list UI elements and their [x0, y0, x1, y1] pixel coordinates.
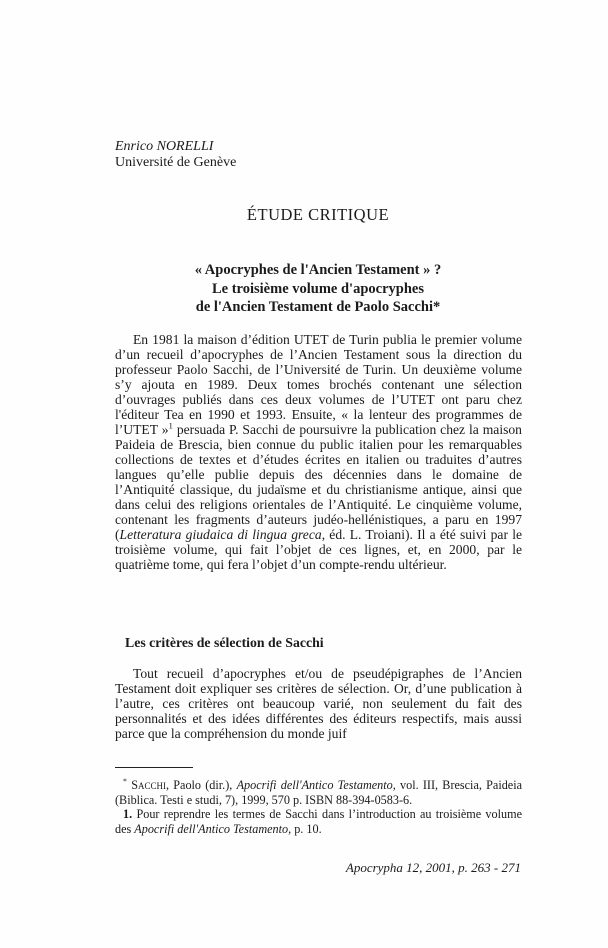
footnote-separator — [115, 767, 193, 768]
author-block — [115, 139, 521, 171]
section-heading: Les critères de sélection de Sacchi — [125, 635, 324, 650]
article-title-line-1: « Apocryphes de l'Ancien Testament » ? — [194, 262, 442, 278]
article-title — [115, 261, 521, 317]
article-title-line-3: de l'Ancien Testament de Paolo Sacchi* — [195, 299, 441, 315]
author-name: Enrico NORELLI — [115, 139, 214, 154]
author-affiliation: Université de Genève — [115, 155, 237, 170]
footnotes-block — [115, 778, 522, 836]
article-kicker: ÉTUDE CRITIQUE — [246, 205, 390, 224]
footnote-1: 1. Pour reprendre les termes de Sacchi dans l’introduction au troisième volume des Apocrifi dell'Antico Testamento, p. 10. — [115, 807, 522, 836]
footnote-asterisk: * Sacchi, Paolo (dir.), Apocrifi dell'Antico Testamento, vol. III, Brescia, Paideia (Biblica. Testi e studi, 7), 1999, 570 p. ISBN 88-394-0583-6. — [115, 776, 523, 807]
paragraph-2: Tout recueil d’apocryphes et/ou de pseudépigraphes de l’Ancien Testament doit expliquer ses critères de sélection. Or, d’une publication à l’autre, ces critères ont beaucoup varié, non seulement du fait des personnalités et des idées différentes des éditeurs respectifs, mais aussi parce que la compréhension du monde juif — [115, 666, 522, 741]
paragraph-1: En 1981 la maison d’édition UTET de Turin publia le premier volume d’un recueil d’apocryphes de l’Ancien Testament sous la direction du professeur Paolo Sacchi, de l’Université de Turin. Un deuxième volume s’y ajouta en 1989. Deux tomes brochés contenant une sélection d’ouvrages publiés dans ces deux volumes de l’UTET ont paru chez l'éditeur Tea en 1990 et 1993. Ensuite, « la lenteur des programmes de l’UTET »$^1$ persuada P. Sacchi de poursuivre la publication chez la maison Paideia de Brescia, bien connue du public italien pour les remarquables collections de textes et d’études écrites en italien ou traduites d’autres langues qu’elle publie depuis des décennies dans le domaine de l’Antiquité classique, du judaïsme et du christianisme antique, ainsi que dans celui des religions orientales de l’Antiquité. Le cinquième volume, contenant les fragments d’auteurs judéo-hellénistiques, a paru en 1997 (Letteratura giudaica di lingua greca, éd. L. Troiani). Il a été suivi par le troisième volume, qui fait l’objet de ces lignes, et, en 2000, par le quatrième tome, qui fera l’objet d’un compte-rendu ultérieur. — [115, 332, 523, 572]
journal-footer: Apocrypha 12, 2001, p. 263 - 271 — [345, 860, 521, 875]
article-title-line-2: Le troisième volume d'apocryphes — [212, 280, 424, 297]
